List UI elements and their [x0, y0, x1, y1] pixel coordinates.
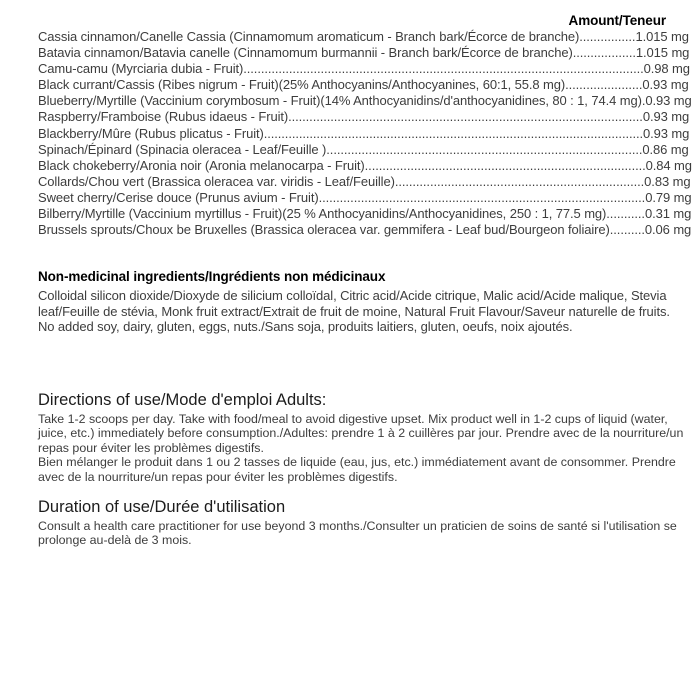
- ingredient-amount: 1.015 mg: [635, 29, 689, 44]
- ingredient-name: Camu-camu (Myrciaria dubia - Fruit): [38, 61, 244, 77]
- ingredient-row: [38, 158, 692, 174]
- ingredient-name: Sweet cherry/Cerise douce (Prunus avium - Fruit): [38, 189, 319, 205]
- ingredient-amount: 0.93 mg: [643, 125, 690, 141]
- duration-section: [38, 497, 692, 548]
- directions-section: [38, 390, 692, 484]
- directions-paragraph: Take 1-2 scoops per day. Take with food/meal to avoid digestive upset. Mix product well in 1-2 cups of liquid (water, juice, etc.) immediately before consumption./Adultes: prendre 1 à 2 cuillères par jour. Prendre avec de la nourriture/un repas pour éviter les problèmes digestifs.: [38, 412, 684, 455]
- dot-leader: .............................................................................................: [318, 189, 646, 205]
- dot-leader: ................................................................................: [364, 157, 646, 173]
- ingredient-amount: 0.93 mg: [642, 77, 689, 93]
- ingredient-row: [38, 77, 692, 93]
- non-medicinal-heading: Non-medicinal ingredients/Ingrédients non médicinaux: [38, 269, 386, 285]
- amount-column-header: Amount/Teneur: [568, 13, 666, 28]
- ingredient-amount: 0.79 mg: [645, 189, 692, 205]
- ingredient-row: [38, 29, 692, 45]
- ingredient-row: [38, 206, 692, 222]
- ingredient-amount: 0.98 mg: [643, 61, 690, 77]
- ingredient-name: Batavia cinnamon/Batavia canelle (Cinnamomum burmannii - Branch bark/Écorce de branche): [38, 45, 573, 61]
- duration-paragraph: Consult a health care practitioner for use beyond 3 months./Consulter un praticien de soins de santé si l'utilisation se prolonge au-delà de 3 mois.: [38, 519, 677, 548]
- ingredient-name: Raspberry/Framboise (Rubus idaeus - Fruit): [38, 109, 289, 125]
- dot-leader: .....................................................................................................: [288, 109, 643, 125]
- ingredient-name: Blackberry/Mûre (Rubus plicatus - Fruit): [38, 125, 264, 141]
- ingredient-name: Cassia cinnamon/Canelle Cassia (Cinnamomum aromaticum - Branch bark/Écorce de branche): [38, 29, 580, 44]
- dot-leader: ............................................................................................................: [263, 125, 644, 141]
- dot-leader: ......................: [565, 77, 643, 93]
- ingredient-name: Black chokeberry/Aronia noir (Aronia melanocarpa - Fruit): [38, 157, 365, 173]
- ingredient-row: [38, 93, 692, 109]
- non-medicinal-paragraph: Colloidal silicon dioxide/Dioxyde de silicium colloïdal, Citric acid/Acide citrique, Malic acid/Acide malique, Stevia leaf/Feuille de stévia, Monk fruit extract/Extrait de fruit de moine, Natural Fruit Flavour/Saveur naturelle de fruits.: [38, 288, 670, 319]
- ingredient-row: [38, 61, 692, 77]
- ingredient-name: Brussels sprouts/Choux be Bruxelles (Brassica oleracea var. gemmifera - Leaf bud/Bourgeon foliaire): [38, 222, 610, 238]
- ingredient-row: [38, 174, 692, 190]
- ingredient-name: Bilberry/Myrtille (Vaccinium myrtillus - Fruit)(25 % Anthocyanidins/Anthocyanidines, 250 : 1, 77.5 mg): [38, 206, 607, 222]
- ingredient-amount: 0.86 mg: [642, 141, 689, 157]
- dot-leader: ..........: [609, 222, 645, 238]
- ingredient-name: Spinach/Épinard (Spinacia oleracea - Leaf/Feuille ): [38, 141, 327, 157]
- ingredient-row: [38, 109, 692, 125]
- ingredient-row: [38, 142, 692, 158]
- dot-leader: ..................................................................................................................: [243, 61, 644, 77]
- ingredient-row: [38, 45, 692, 61]
- ingredient-name: Black currant/Cassis (Ribes nigrum - Fruit)(25% Anthocyanins/Anthocyanines, 60:1, 55.8 mg): [38, 77, 566, 93]
- allergen-statement: No added soy, dairy, gluten, eggs, nuts./Sans soja, produits laitiers, gluten, oeufs, noix ajoutés.: [38, 319, 573, 335]
- ingredient-name: Blueberry/Myrtille (Vaccinium corymbosum - Fruit)(14% Anthocyanidins/d'anthocyanidines, 80 : 1, 74.4 mg): [38, 93, 642, 109]
- dot-leader: ..................: [572, 45, 636, 61]
- directions-heading: Directions of use/Mode d'emploi Adults:: [38, 391, 327, 409]
- duration-heading: Duration of use/Durée d'utilisation: [38, 498, 286, 517]
- ingredient-amount: 0.31 mg: [644, 206, 692, 222]
- dot-leader: ..........................................................................................: [326, 141, 643, 157]
- ingredient-amount: 1.015 mg: [635, 45, 690, 61]
- ingredient-amount: 0.93 mg: [642, 109, 690, 125]
- ingredient-amount: 0.93 mg: [645, 93, 692, 109]
- ingredient-row: [38, 190, 692, 206]
- directions-paragraph-french: Bien mélanger le produit dans 1 ou 2 tasses de liquide (eau, jus, etc.) immédiatement avant de consommer. Prendre avec de la nourriture/un repas pour éviter les problèmes digestifs.: [38, 455, 676, 484]
- dot-leader: .: [641, 93, 646, 109]
- ingredient-row: [38, 222, 692, 238]
- dot-leader: ................: [579, 29, 636, 44]
- ingredient-row: [38, 126, 692, 142]
- dot-leader: .......................................................................: [394, 173, 645, 189]
- ingredient-name: Collards/Chou vert (Brassica oleracea var. viridis - Leaf/Feuille): [38, 173, 395, 189]
- ingredient-amount: 0.84 mg: [645, 157, 692, 173]
- non-medicinal-section: [38, 268, 692, 335]
- dot-leader: ...........: [606, 206, 645, 222]
- medicinal-ingredients-list: [38, 29, 692, 238]
- ingredient-amount: 0.83 mg: [644, 173, 691, 189]
- ingredient-amount: 0.06 mg: [644, 222, 692, 238]
